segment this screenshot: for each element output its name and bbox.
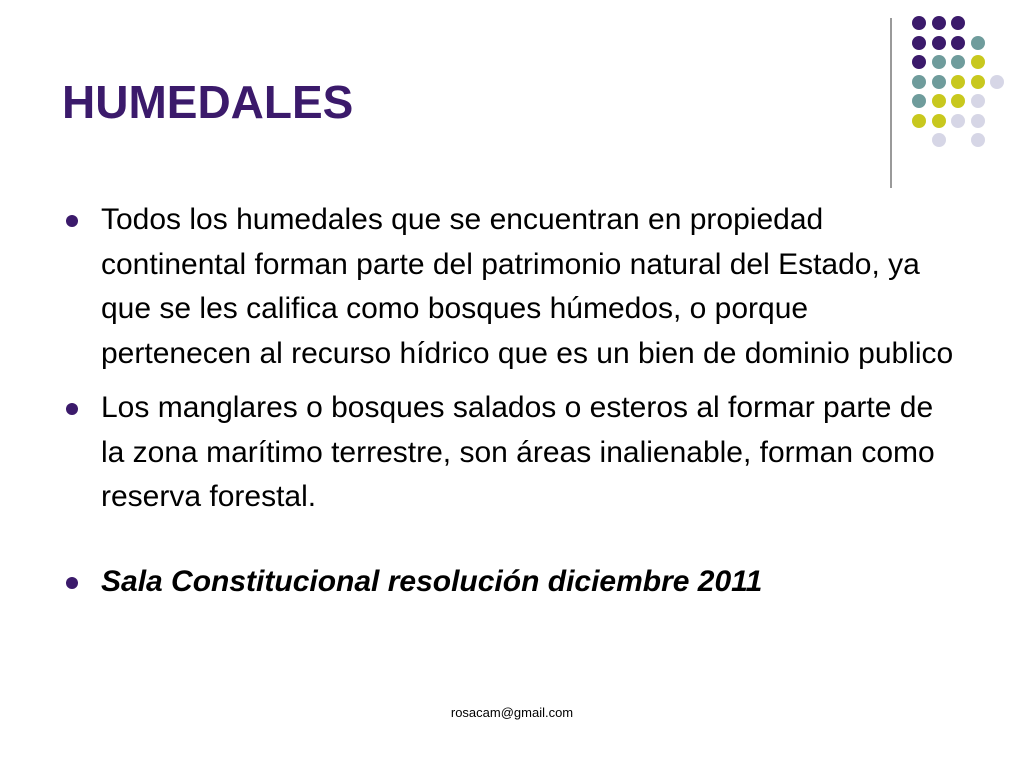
bullet-text: Sala Constitucional resolución diciembre 2011 (101, 564, 763, 598)
decorative-dot (912, 16, 926, 30)
decorative-dot (932, 133, 946, 147)
footer-email: rosacam@gmail.com (450, 705, 574, 720)
decorative-dot (912, 36, 926, 50)
slide-title: HUMEDALES (62, 76, 354, 128)
decorative-dot (971, 75, 985, 89)
decorative-dot (971, 36, 985, 50)
decorative-dot (951, 36, 965, 50)
decorative-dot (990, 75, 1004, 89)
decorative-dot (951, 75, 965, 89)
bullet-text: Los manglares o bosques salados o esteros al formar parte de la zona marítimo terrestre, son áreas inalienable, forman como reserva forestal. (101, 391, 935, 513)
decorative-divider (890, 18, 892, 188)
bullet-item (62, 560, 962, 605)
decorative-dot (951, 55, 965, 69)
bullet-icon (66, 403, 78, 415)
bullet-icon (66, 577, 78, 589)
decorative-dot (932, 55, 946, 69)
decorative-dot (951, 16, 965, 30)
decorative-dot (912, 75, 926, 89)
decorative-dot (932, 36, 946, 50)
bullet-icon (66, 215, 78, 227)
decorative-dot (971, 114, 985, 128)
bullet-item (62, 386, 962, 520)
decorative-dot (932, 114, 946, 128)
bullet-list (62, 198, 962, 614)
bullet-item (62, 198, 962, 376)
decorative-dot (912, 114, 926, 128)
decorative-dot (971, 94, 985, 108)
bullet-text: Todos los humedales que se encuentran en propiedad continental forman parte del patrimonio natural del Estado, ya que se les califica como bosques húmedos, o porque pertenecen al recurso hídrico que es un bien de dominio publico (101, 203, 954, 370)
decorative-dot (951, 94, 965, 108)
decorative-dot (932, 94, 946, 108)
decorative-dot (932, 16, 946, 30)
decorative-dot (971, 55, 985, 69)
decorative-dot (912, 94, 926, 108)
decorative-dot (912, 55, 926, 69)
decorative-dot (932, 75, 946, 89)
decorative-dot (951, 114, 965, 128)
decorative-dot (971, 133, 985, 147)
